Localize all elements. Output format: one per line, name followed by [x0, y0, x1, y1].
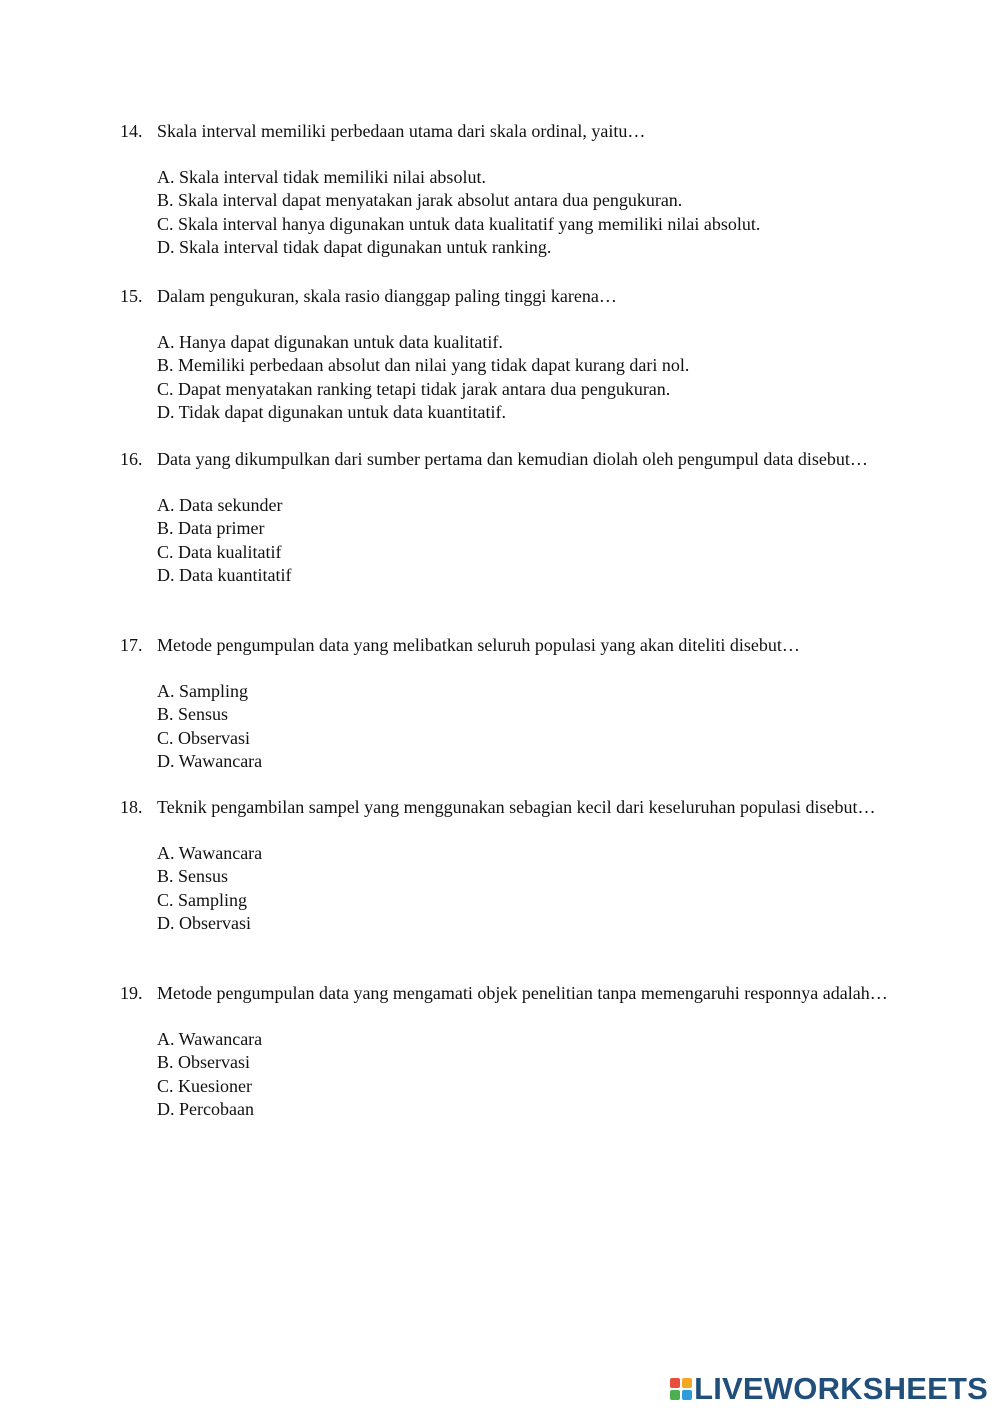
- question-number: 19.: [120, 983, 143, 1003]
- option-d: D. Percobaan: [157, 1098, 254, 1119]
- option-b: B. Sensus: [157, 866, 229, 887]
- option-a: A. Hanya dapat digunakan untuk data kualitatif.: [157, 332, 503, 353]
- option-d: D. Observasi: [157, 912, 251, 933]
- question-number: 14.: [120, 121, 143, 141]
- question-17: [120, 634, 900, 773]
- option-c: C. Observasi: [157, 727, 250, 748]
- question-text: Skala interval memiliki perbedaan utama dari skala ordinal, yaitu…: [157, 121, 646, 141]
- option-a: A. Skala interval tidak memiliki nilai absolut.: [157, 167, 486, 188]
- option-a: A. Wawancara: [157, 843, 263, 864]
- option-b: B. Memiliki perbedaan absolut dan nilai yang tidak dapat kurang dari nol.: [157, 355, 690, 376]
- answer-options: [120, 494, 900, 587]
- question-15: [120, 285, 900, 424]
- question-text: Data yang dikumpulkan dari sumber pertama dan kemudian diolah oleh pengumpul data disebut…: [157, 449, 868, 469]
- option-d: D. Tidak dapat digunakan untuk data kuantitatif.: [157, 401, 506, 422]
- option-c: C. Skala interval hanya digunakan untuk data kualitatif yang memiliki nilai absolut.: [157, 213, 761, 234]
- question-19: [120, 982, 900, 1121]
- liveworksheets-logo-icon: [670, 1377, 692, 1401]
- logo-text: LIVEWORKSHEETS: [694, 1371, 988, 1407]
- option-b: B. Observasi: [157, 1052, 250, 1073]
- option-b: B. Sensus: [157, 704, 229, 725]
- question-text: Teknik pengambilan sampel yang menggunakan sebagian kecil dari keseluruhan populasi disebut…: [157, 797, 876, 817]
- answer-options: [120, 1028, 900, 1121]
- question-number: 15.: [120, 286, 143, 306]
- option-c: C. Kuesioner: [157, 1075, 252, 1096]
- option-a: A. Data sekunder: [157, 495, 283, 516]
- option-c: C. Sampling: [157, 889, 248, 910]
- answer-options: [120, 842, 900, 935]
- option-d: D. Wawancara: [157, 750, 263, 771]
- option-a: A. Wawancara: [157, 1029, 263, 1050]
- liveworksheets-logo: [670, 1372, 988, 1406]
- answer-options: [120, 680, 900, 773]
- question-text: Dalam pengukuran, skala rasio dianggap paling tinggi karena…: [157, 286, 617, 306]
- option-d: D. Data kuantitatif: [157, 564, 292, 585]
- question-number: 18.: [120, 797, 143, 817]
- option-b: B. Data primer: [157, 518, 265, 539]
- option-a: A. Sampling: [157, 681, 249, 702]
- question-number: 17.: [120, 635, 143, 655]
- question-14: [120, 120, 900, 259]
- option-c: C. Dapat menyatakan ranking tetapi tidak jarak antara dua pengukuran.: [157, 378, 671, 399]
- question-18: [120, 796, 900, 935]
- option-d: D. Skala interval tidak dapat digunakan untuk ranking.: [157, 236, 552, 257]
- question-text: Metode pengumpulan data yang melibatkan seluruh populasi yang akan diteliti disebut…: [157, 635, 800, 655]
- option-b: B. Skala interval dapat menyatakan jarak absolut antara dua pengukuran.: [157, 190, 683, 211]
- question-number: 16.: [120, 449, 143, 469]
- answer-options: [120, 331, 900, 424]
- option-c: C. Data kualitatif: [157, 541, 282, 562]
- question-16: [120, 448, 900, 587]
- answer-options: [120, 166, 900, 259]
- question-text: Metode pengumpulan data yang mengamati objek penelitian tanpa memengaruhi responnya adalah…: [157, 983, 888, 1003]
